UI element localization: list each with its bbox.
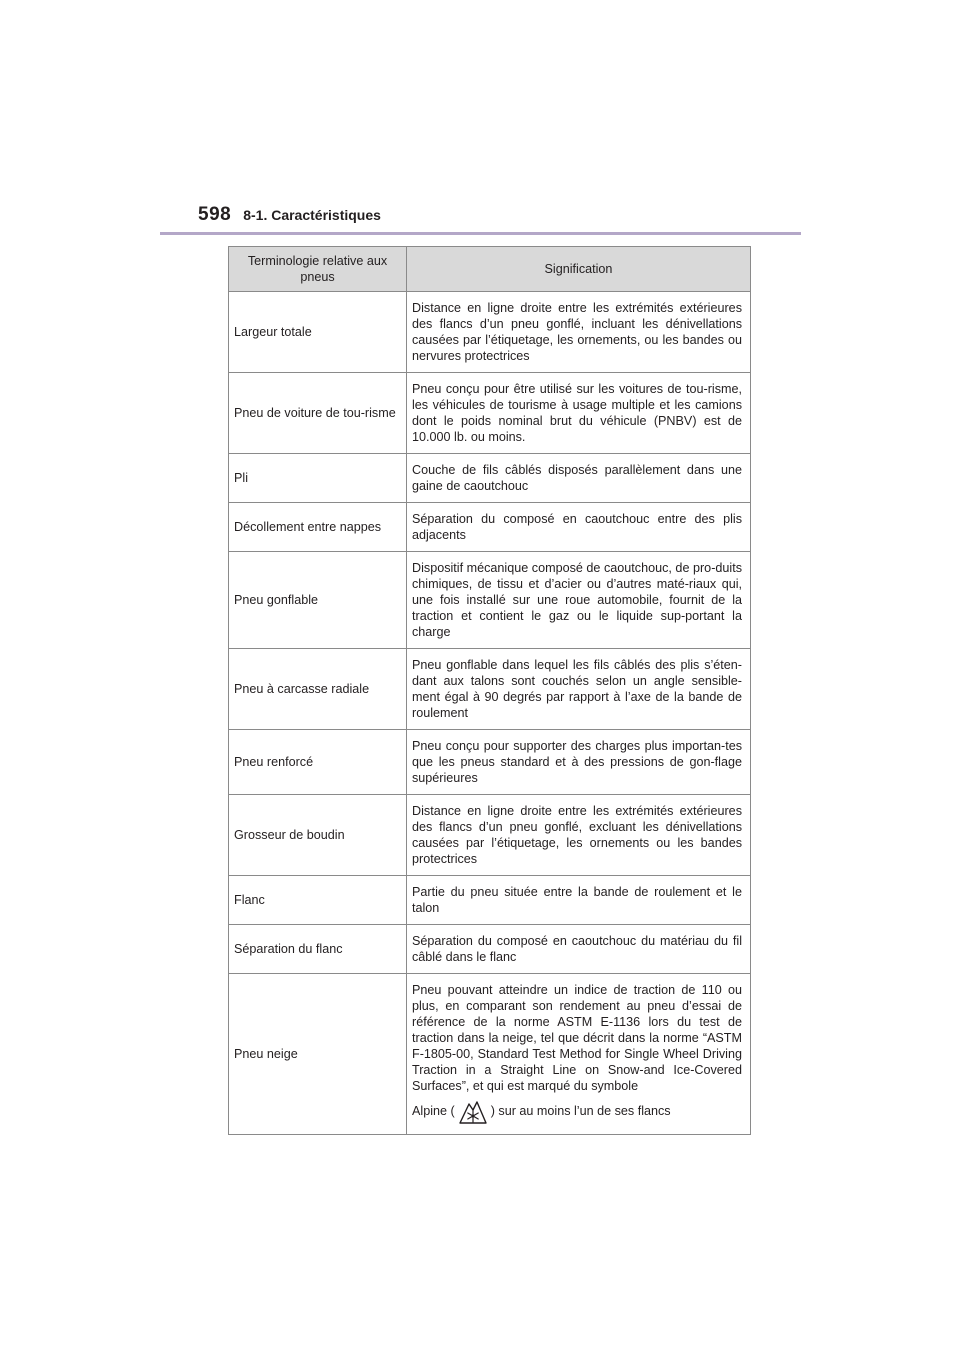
definition-cell: Pneu gonflable dans lequel les fils câblés des plis s’éten-dant aux talons sont couchés selon un angle sensible-ment égal à 90 degrés par rapport à l’axe de la bande de roulement bbox=[407, 649, 751, 730]
table-row bbox=[229, 974, 751, 1135]
definition-cell: Pneu conçu pour supporter des charges plus importan-tes que les pneus standard et à des pressions de gon-flage supérieures bbox=[407, 730, 751, 795]
table-row bbox=[229, 649, 751, 730]
header-rule bbox=[160, 232, 801, 235]
table-row bbox=[229, 454, 751, 503]
definition-cell: Pneu conçu pour être utilisé sur les voitures de tou-risme, les véhicules de tourisme à usage multiple et les camions dont le poids nominal brut du véhicule (PNBV) est de 10.000 lb. ou moins. bbox=[407, 373, 751, 454]
tire-terminology-table bbox=[228, 246, 751, 1135]
column-header-meaning: Signification bbox=[407, 247, 751, 292]
table-row bbox=[229, 876, 751, 925]
definition-cell: Distance en ligne droite entre les extrémités extérieures des flancs d’un pneu gonflé, excluant les dénivellations causées par l’étiquetage, les ornements ou les bandes protectrices bbox=[407, 795, 751, 876]
term-cell: Pneu de voiture de tou-risme bbox=[229, 373, 407, 454]
table-row bbox=[229, 730, 751, 795]
definition-cell: Séparation du composé en caoutchouc du matériau du fil câblé dans le flanc bbox=[407, 925, 751, 974]
term-cell: Grosseur de boudin bbox=[229, 795, 407, 876]
mountain-snowflake-icon bbox=[458, 1096, 488, 1126]
definition-cell: Partie du pneu située entre la bande de roulement et le talon bbox=[407, 876, 751, 925]
term-cell: Pneu gonflable bbox=[229, 552, 407, 649]
term-cell: Décollement entre nappes bbox=[229, 503, 407, 552]
term-cell: Pneu renforcé bbox=[229, 730, 407, 795]
table-row bbox=[229, 292, 751, 373]
section-title: 8-1. Caractéristiques bbox=[243, 207, 381, 223]
term-cell: Pli bbox=[229, 454, 407, 503]
definition-cell: Dispositif mécanique composé de caoutchouc, de pro-duits chimiques, de tissu et d’acier ou d’autres maté-riaux qui, une fois installé sur une roue automobile, fournit de la traction et contient le gaz ou le liquide sup-portant la charge bbox=[407, 552, 751, 649]
term-cell: Séparation du flanc bbox=[229, 925, 407, 974]
table-row bbox=[229, 503, 751, 552]
term-cell: Pneu neige bbox=[229, 974, 407, 1135]
table-header-row bbox=[229, 247, 751, 292]
alpine-text-after: ) sur au moins l’un de ses flancs bbox=[490, 1104, 671, 1118]
alpine-text-before: Alpine ( bbox=[412, 1104, 455, 1118]
definition-cell bbox=[407, 974, 751, 1135]
table-row bbox=[229, 373, 751, 454]
page-header bbox=[198, 204, 381, 226]
page-number: 598 bbox=[198, 204, 232, 225]
definition-cell: Distance en ligne droite entre les extrémités extérieures des flancs d’un pneu gonflé, incluant les dénivellations causées par l’étiquetage, les ornements, ou les bandes ou nervures protectrices bbox=[407, 292, 751, 373]
table-row bbox=[229, 552, 751, 649]
table-row bbox=[229, 795, 751, 876]
term-cell: Flanc bbox=[229, 876, 407, 925]
column-header-term: Terminologie relative aux pneus bbox=[229, 247, 407, 292]
definition-cell: Couche de fils câblés disposés parallèlement dans une gaine de caoutchouc bbox=[407, 454, 751, 503]
alpine-symbol-line bbox=[412, 1096, 742, 1126]
definition-cell: Séparation du composé en caoutchouc entre des plis adjacents bbox=[407, 503, 751, 552]
snow-tire-definition: Pneu pouvant atteindre un indice de traction de 110 ou plus, en comparant son rendement au pneu d’essai de référence de la norme ASTM E-1136 lors du test de traction dans la neige, tel que décrit dans la norme “ASTM F-1805-00, Standard Test Method for Single Wheel Driving Traction in a Straight Line on Snow-and Ice-Covered Surfaces”, et qui est marqué du symbole bbox=[412, 983, 742, 1093]
table-row bbox=[229, 925, 751, 974]
term-cell: Pneu à carcasse radiale bbox=[229, 649, 407, 730]
term-cell: Largeur totale bbox=[229, 292, 407, 373]
